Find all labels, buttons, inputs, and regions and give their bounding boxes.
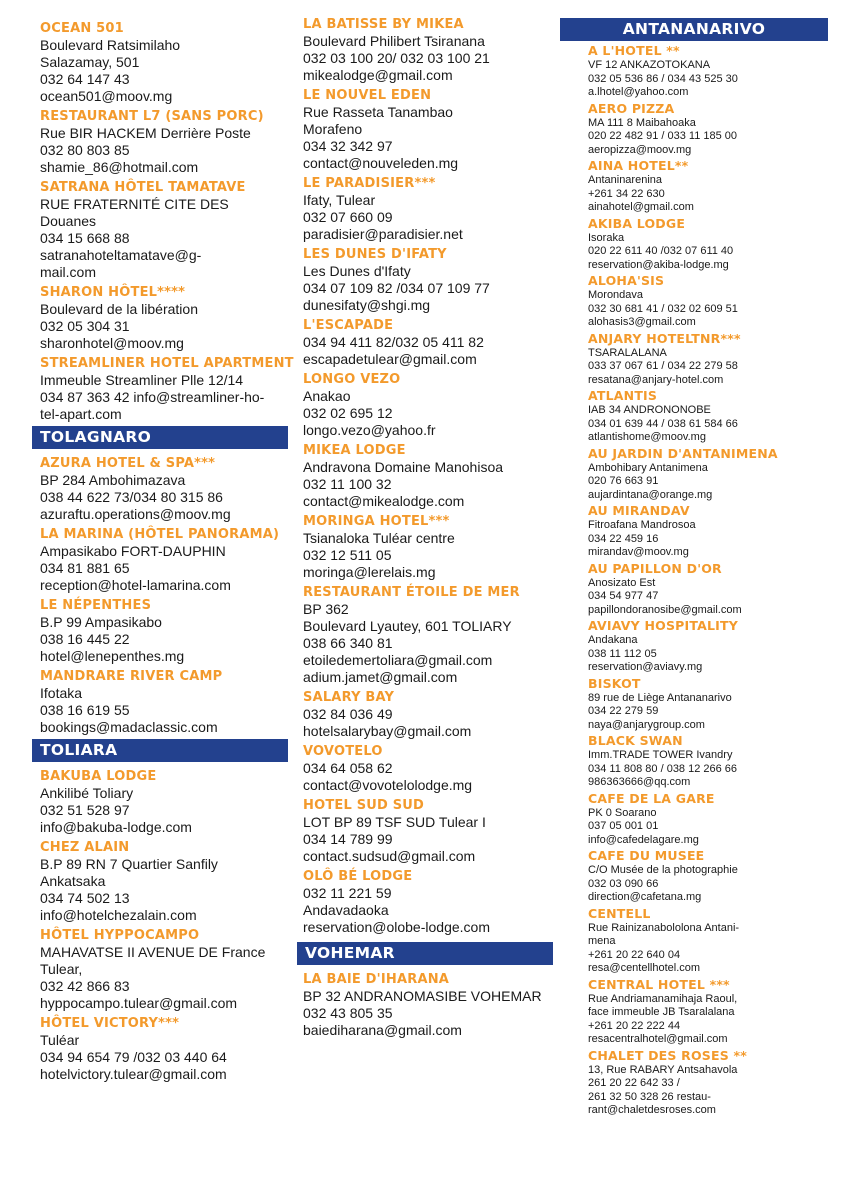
listing-detail: 13, Rue RABARY Antsahavola — [588, 1063, 738, 1076]
listing-name: CAFE DE LA GARE — [588, 790, 715, 806]
listing-detail: atlantishome@moov.mg — [588, 431, 706, 443]
listing-name: MIKEA LODGE — [303, 443, 406, 458]
listing-name: VOVOTELO — [303, 744, 383, 759]
listing-detail: Boulevard Philibert Tsiranana — [303, 33, 485, 49]
listing-detail: Boulevard Ratsimilaho — [40, 37, 181, 53]
listing-detail: 034 74 502 13 — [40, 890, 130, 906]
listing-detail: 032 84 036 49 — [303, 706, 393, 722]
listing-detail: mena — [588, 935, 616, 947]
listing-detail: Andravona Domaine Manohisoa — [303, 459, 504, 475]
listing-detail: 033 37 067 61 / 034 22 279 58 — [588, 360, 738, 372]
listing-detail: 020 22 482 91 / 033 11 185 00 — [588, 130, 738, 142]
listing-entry — [588, 216, 828, 273]
listing-detail: Boulevard Lyautey, 601 TOLIARY — [303, 618, 512, 634]
listing-detail: Tuléar — [40, 1032, 80, 1048]
listing-detail: +261 20 22 640 04 — [588, 948, 681, 961]
listing-entry — [40, 108, 290, 176]
listing-detail: B.P 89 RN 7 Quartier Sanfily — [40, 856, 218, 872]
listing-detail: Antaninarenina — [588, 174, 663, 186]
listing-entry — [303, 584, 548, 686]
listing-name: AU JARDIN D'ANTANIMENA — [588, 445, 778, 461]
listing-detail: info@cafedelagare.mg — [588, 833, 699, 846]
listing-entry — [303, 442, 548, 510]
listing-detail: satranahoteltamatave@g- — [40, 247, 202, 263]
listing-name: AU PAPILLON D'OR — [588, 560, 722, 576]
listing-detail: moringa@lerelais.mg — [303, 564, 436, 580]
listing-detail: 986363666@qq.com — [588, 776, 691, 788]
listing-detail: Ampasikabo FORT-DAUPHIN — [40, 543, 226, 559]
listing-entry — [303, 175, 548, 243]
listing-detail: mail.com — [40, 264, 97, 280]
listing-entry — [588, 503, 828, 560]
listing-entry — [588, 273, 828, 330]
listing-detail: 034 94 654 79 /032 03 440 64 — [40, 1049, 227, 1065]
listing-entry — [303, 87, 548, 172]
listing-entry — [588, 733, 828, 790]
listing-entry — [588, 446, 828, 503]
listing-detail: escapadetulear@gmail.com — [303, 351, 477, 367]
listing-name: HÔTEL HYPPOCAMPO — [40, 928, 200, 943]
region-header-tolagnaro: TOLAGNARO — [32, 426, 288, 449]
listing-detail: contact@mikealodge.com — [303, 493, 465, 509]
listing-entry — [588, 43, 828, 100]
listing-detail: 032 03 090 66 — [588, 877, 659, 890]
listing-detail: RUE FRATERNITÉ CITE DES — [40, 196, 229, 212]
listing-detail: longo.vezo@yahoo.fr — [303, 422, 436, 438]
listing-detail: Salazamay, 501 — [40, 54, 140, 70]
listing-detail: IAB 34 ANDRONONOBE — [588, 404, 711, 416]
listing-detail: 032 12 511 05 — [303, 547, 392, 563]
listing-detail: naya@anjarygroup.com — [588, 718, 705, 731]
listing-name: BISKOT — [588, 675, 641, 691]
listing-group-antananarivo — [588, 43, 828, 1118]
listing-entry — [303, 513, 548, 581]
listing-entry — [40, 526, 290, 594]
listing-detail: rant@chaletdesroses.com — [588, 1104, 716, 1116]
listing-detail: hyppocampo.tulear@gmail.com — [40, 995, 238, 1011]
listing-detail: 038 16 445 22 — [40, 631, 130, 647]
listing-detail: info@bakuba-lodge.com — [40, 819, 192, 835]
listing-detail: ocean501@moov.mg — [40, 88, 173, 104]
listing-name: CAFE DU MUSEE — [588, 848, 705, 863]
listing-detail: sharonhotel@moov.mg — [40, 335, 184, 351]
listing-detail: 034 87 363 42 info@streamliner-ho- — [40, 389, 265, 405]
listing-entry — [588, 906, 828, 976]
listing-name: SALARY BAY — [303, 690, 395, 705]
listing-detail: 032 42 866 83 — [40, 978, 130, 994]
listing-detail: resa@centellhotel.com — [588, 962, 701, 974]
listing-detail: aeropizza@moov.mg — [588, 143, 692, 156]
listing-detail: 032 80 803 85 — [40, 142, 130, 158]
listing-detail: 032 05 536 86 / 034 43 525 30 — [588, 72, 738, 85]
listing-name: SATRANA HÔTEL TAMATAVE — [40, 180, 246, 195]
region-header-vohemar: VOHEMAR — [297, 942, 553, 965]
listing-entry — [588, 618, 828, 675]
listing-detail: mikealodge@gmail.com — [303, 67, 453, 83]
listing-entry — [40, 927, 290, 1012]
listing-detail: Fitroafana Mandrosoa — [588, 519, 696, 531]
listing-detail: Rue BIR HACKEM Derrière Poste — [40, 125, 251, 141]
listing-detail: contact@nouveleden.mg — [303, 155, 459, 171]
listing-entry — [303, 743, 548, 794]
listing-entry — [588, 158, 828, 215]
listing-detail: paradisier@paradisier.net — [303, 226, 463, 242]
listing-name: RESTAURANT L7 (SANS PORC) — [40, 109, 264, 124]
listing-detail: direction@cafetana.mg — [588, 891, 702, 903]
listing-group-vohemar — [303, 971, 548, 1039]
listing-name: OCEAN 501 — [40, 21, 124, 36]
listing-detail: +261 20 22 222 44 — [588, 1019, 681, 1032]
listing-detail: Les Dunes d'Ifaty — [303, 263, 411, 279]
region-header-toliara: TOLIARA — [32, 739, 288, 762]
listing-detail: 032 30 681 41 / 032 02 609 51 — [588, 302, 738, 315]
listing-name: LE NÉPENTHES — [40, 598, 152, 613]
listing-entry — [40, 179, 290, 281]
listing-detail: 034 22 279 59 — [588, 705, 659, 717]
listing-entry — [40, 20, 290, 105]
listing-detail: a.lhotel@yahoo.com — [588, 86, 689, 98]
listing-detail: B.P 99 Ampasikabo — [40, 614, 162, 630]
listing-entry — [303, 689, 548, 740]
listing-detail: 032 43 805 35 — [303, 1005, 393, 1021]
listing-name: LA BATISSE BY MIKEA — [303, 17, 464, 32]
listing-name: AZURA HOTEL & SPA*** — [40, 456, 216, 471]
listing-name: LONGO VEZO — [303, 372, 401, 387]
listing-name: BAKUBA LODGE — [40, 769, 157, 784]
listing-detail: 038 44 622 73/034 80 315 86 — [40, 489, 223, 505]
listing-name: CHEZ ALAIN — [40, 840, 130, 855]
listing-entry — [588, 977, 828, 1047]
listing-detail: 037 05 001 01 — [588, 820, 659, 832]
listing-entry — [40, 668, 290, 736]
listing-name: LA BAIE D'IHARANA — [303, 972, 450, 987]
column-middle — [303, 16, 548, 1042]
listing-name: HOTEL SUD SUD — [303, 798, 425, 813]
listing-detail: LOT BP 89 TSF SUD Tulear I — [303, 814, 486, 830]
listing-detail: 032 05 304 31 — [40, 318, 130, 334]
listing-detail: VF 12 ANKAZOTOKANA — [588, 59, 711, 71]
listing-name: LES DUNES D'IFATY — [303, 247, 447, 262]
listing-detail: 89 rue de Liège Antananarivo — [588, 691, 732, 704]
listing-detail: Ifaty, Tulear — [303, 192, 376, 208]
listing-name: AU MIRANDAV — [588, 503, 690, 518]
listing-detail: PK 0 Soarano — [588, 806, 657, 819]
listing-detail: 034 54 977 47 — [588, 590, 659, 602]
column-right — [588, 18, 828, 1119]
listing-detail: 034 94 411 82/032 05 411 82 — [303, 334, 484, 350]
listing-entry — [588, 1048, 828, 1118]
listing-entry — [303, 317, 548, 368]
listing-name: AVIAVY HOSPITALITY — [588, 618, 738, 633]
listing-detail: Ifotaka — [40, 685, 83, 701]
listing-name: ATLANTIS — [588, 388, 658, 403]
listing-detail: Anosizato Est — [588, 576, 656, 589]
listing-detail: 034 32 342 97 — [303, 138, 393, 154]
listing-name: MORINGA HOTEL*** — [303, 514, 450, 529]
listing-detail: etoiledemertoliara@gmail.com — [303, 652, 493, 668]
listing-detail: resacentralhotel@gmail.com — [588, 1033, 728, 1045]
listing-detail: 034 01 639 44 / 038 61 584 66 — [588, 417, 738, 430]
listing-entry — [588, 561, 828, 618]
listing-detail: Imm.TRADE TOWER Ivandry — [588, 749, 733, 761]
listing-entry — [588, 676, 828, 733]
listing-detail: 032 11 221 59 — [303, 885, 392, 901]
listing-name: HÔTEL VICTORY*** — [40, 1016, 180, 1031]
listing-detail: Anakao — [303, 388, 351, 404]
listing-name: CENTELL — [588, 905, 651, 921]
region-header-antananarivo: ANTANANARIVO — [560, 18, 828, 41]
listing-name: L'ESCAPADE — [303, 318, 394, 333]
listing-name: LE PARADISIER*** — [303, 176, 436, 191]
listing-detail: resatana@anjary-hotel.com — [588, 373, 724, 386]
listing-name: RESTAURANT ÉTOILE DE MER — [303, 585, 520, 600]
listing-detail: adium.jamet@gmail.com — [303, 669, 458, 685]
listing-entry — [588, 331, 828, 388]
listing-detail: 032 51 528 97 — [40, 802, 130, 818]
listing-detail: alohasis3@gmail.com — [588, 316, 696, 328]
listing-entry — [40, 355, 294, 423]
listing-detail: 020 22 611 40 /032 07 611 40 — [588, 245, 734, 257]
listing-detail: MA 111 8 Maibahoaka — [588, 116, 696, 129]
listing-entry — [588, 101, 828, 158]
listing-detail: Rue Andriamanamihaja Raoul, — [588, 992, 738, 1005]
listing-detail: reservation@aviavy.mg — [588, 661, 703, 673]
listing-detail: Rue Rainizanabololona Antani- — [588, 921, 740, 934]
listing-detail: 032 64 147 43 — [40, 71, 130, 87]
listing-detail: 032 11 100 32 — [303, 476, 392, 492]
listing-detail: contact.sudsud@gmail.com — [303, 848, 476, 864]
listing-detail: tel-apart.com — [40, 406, 122, 422]
listing-name: ANJARY HOTELTNR*** — [588, 330, 741, 346]
listing-detail: dunesifaty@shgi.mg — [303, 297, 431, 313]
listing-name: LE NOUVEL EDEN — [303, 88, 432, 103]
listing-detail: Douanes — [40, 213, 97, 229]
listing-name: OLÔ BÉ LODGE — [303, 869, 413, 884]
listing-name: AINA HOTEL** — [588, 158, 689, 173]
listing-detail: Isoraka — [588, 231, 625, 244]
listing-detail: Andavadaoka — [303, 902, 389, 918]
listing-detail: hotelsalarybay@gmail.com — [303, 723, 472, 739]
listing-detail: hotel@lenepenthes.mg — [40, 648, 185, 664]
listing-name: A L'HOTEL ** — [588, 43, 680, 58]
listing-detail: 034 07 109 82 /034 07 109 77 — [303, 280, 490, 296]
listing-detail: Andakana — [588, 634, 638, 646]
listing-detail: 032 07 660 09 — [303, 209, 393, 225]
column-left — [40, 20, 294, 1086]
listing-group-toliara — [40, 768, 290, 1083]
listing-detail: reservation@olobe-lodge.com — [303, 919, 490, 935]
listing-name: AKIBA LODGE — [588, 215, 686, 231]
listing-entry — [588, 791, 828, 848]
listing-entry — [588, 388, 828, 445]
listing-entry — [40, 284, 290, 352]
listing-detail: 034 81 881 65 — [40, 560, 130, 576]
listing-detail: face immeuble JB Tsaralalana — [588, 1006, 735, 1018]
listing-detail: 034 14 789 99 — [303, 831, 393, 847]
listing-detail: 261 32 50 328 26 restau- — [588, 1090, 711, 1103]
listing-detail: reception@hotel-lamarina.com — [40, 577, 231, 593]
listing-group-toamasina — [40, 20, 294, 423]
listing-name: CENTRAL HOTEL *** — [588, 976, 730, 992]
listing-entry — [40, 839, 290, 924]
listing-detail: Ankatsaka — [40, 873, 106, 889]
listing-detail: 032 03 100 20/ 032 03 100 21 — [303, 50, 490, 66]
listing-detail: shamie_86@hotmail.com — [40, 159, 199, 175]
listing-entry — [303, 971, 548, 1039]
listing-detail: contact@vovotelolodge.mg — [303, 777, 473, 793]
listing-name: LA MARINA (HÔTEL PANORAMA) — [40, 527, 280, 542]
listing-detail: 034 15 668 88 — [40, 230, 130, 246]
listing-detail: Tulear, — [40, 961, 83, 977]
listing-detail: 020 76 663 91 — [588, 475, 659, 487]
listing-detail: Tsianaloka Tuléar centre — [303, 530, 455, 546]
listing-detail: Ambohibary Antanimena — [588, 461, 708, 474]
listing-entry — [40, 455, 290, 523]
listing-group-tolagnaro — [40, 455, 290, 736]
listing-group-toliara-cont — [303, 16, 548, 936]
listing-name: AERO PIZZA — [588, 100, 675, 116]
listing-detail: TSARALALANA — [588, 346, 667, 359]
listing-entry — [303, 246, 548, 314]
listing-entry — [303, 797, 548, 865]
listing-name: MANDRARE RIVER CAMP — [40, 669, 223, 684]
listing-detail: aujardintana@orange.mg — [588, 488, 713, 501]
listing-detail: azuraftu.operations@moov.mg — [40, 506, 231, 522]
listing-detail: ainahotel@gmail.com — [588, 201, 694, 213]
listing-detail: 034 64 058 62 — [303, 760, 393, 776]
listing-entry — [303, 868, 548, 936]
listing-detail: mirandav@moov.mg — [588, 546, 689, 558]
listing-detail: 261 20 22 642 33 / — [588, 1077, 680, 1089]
listing-detail: Ankilibé Toliary — [40, 785, 134, 801]
listing-detail: info@hotelchezalain.com — [40, 907, 197, 923]
listing-detail: BP 362 — [303, 601, 349, 617]
listing-entry — [588, 848, 828, 905]
listing-detail: 034 11 808 80 / 038 12 266 66 — [588, 762, 738, 775]
listing-name: BLACK SWAN — [588, 733, 683, 748]
listing-entry — [40, 768, 290, 836]
listing-detail: C/O Musée de la photographie — [588, 864, 738, 876]
listing-detail: 032 02 695 12 — [303, 405, 393, 421]
listing-detail: 038 66 340 81 — [303, 635, 393, 651]
listing-name: SHARON HÔTEL**** — [40, 285, 186, 300]
listing-entry — [40, 1015, 290, 1083]
listing-entry — [40, 597, 290, 665]
listing-detail: papillondoranosibe@gmail.com — [588, 603, 742, 616]
listing-detail: bookings@madaclassic.com — [40, 719, 218, 735]
listing-name: ALOHA'SIS — [588, 273, 665, 288]
listing-detail: Immeuble Streamliner Plle 12/14 — [40, 372, 244, 388]
listing-entry — [303, 371, 548, 439]
listing-detail: BP 32 ANDRANOMASIBE VOHEMAR — [303, 988, 542, 1004]
listing-detail: +261 34 22 630 — [588, 187, 665, 200]
listing-name: STREAMLINER HOTEL APARTMENT — [40, 356, 294, 371]
listing-detail: Morondava — [588, 289, 644, 301]
listing-entry — [303, 16, 548, 84]
listing-detail: 038 16 619 55 — [40, 702, 130, 718]
listing-detail: reservation@akiba-lodge.mg — [588, 258, 729, 271]
listing-name: CHALET DES ROSES ** — [588, 1047, 747, 1063]
listing-detail: MAHAVATSE II AVENUE DE France — [40, 944, 266, 960]
listing-detail: BP 284 Ambohimazava — [40, 472, 186, 488]
listing-detail: 038 11 112 05 — [588, 647, 657, 660]
listing-detail: Rue Rasseta Tanambao — [303, 104, 453, 120]
listing-detail: Morafeno — [303, 121, 363, 137]
listing-detail: 034 22 459 16 — [588, 532, 659, 545]
listing-detail: Boulevard de la libération — [40, 301, 198, 317]
listing-detail: hotelvictory.tulear@gmail.com — [40, 1066, 227, 1082]
listing-detail: baiediharana@gmail.com — [303, 1022, 462, 1038]
